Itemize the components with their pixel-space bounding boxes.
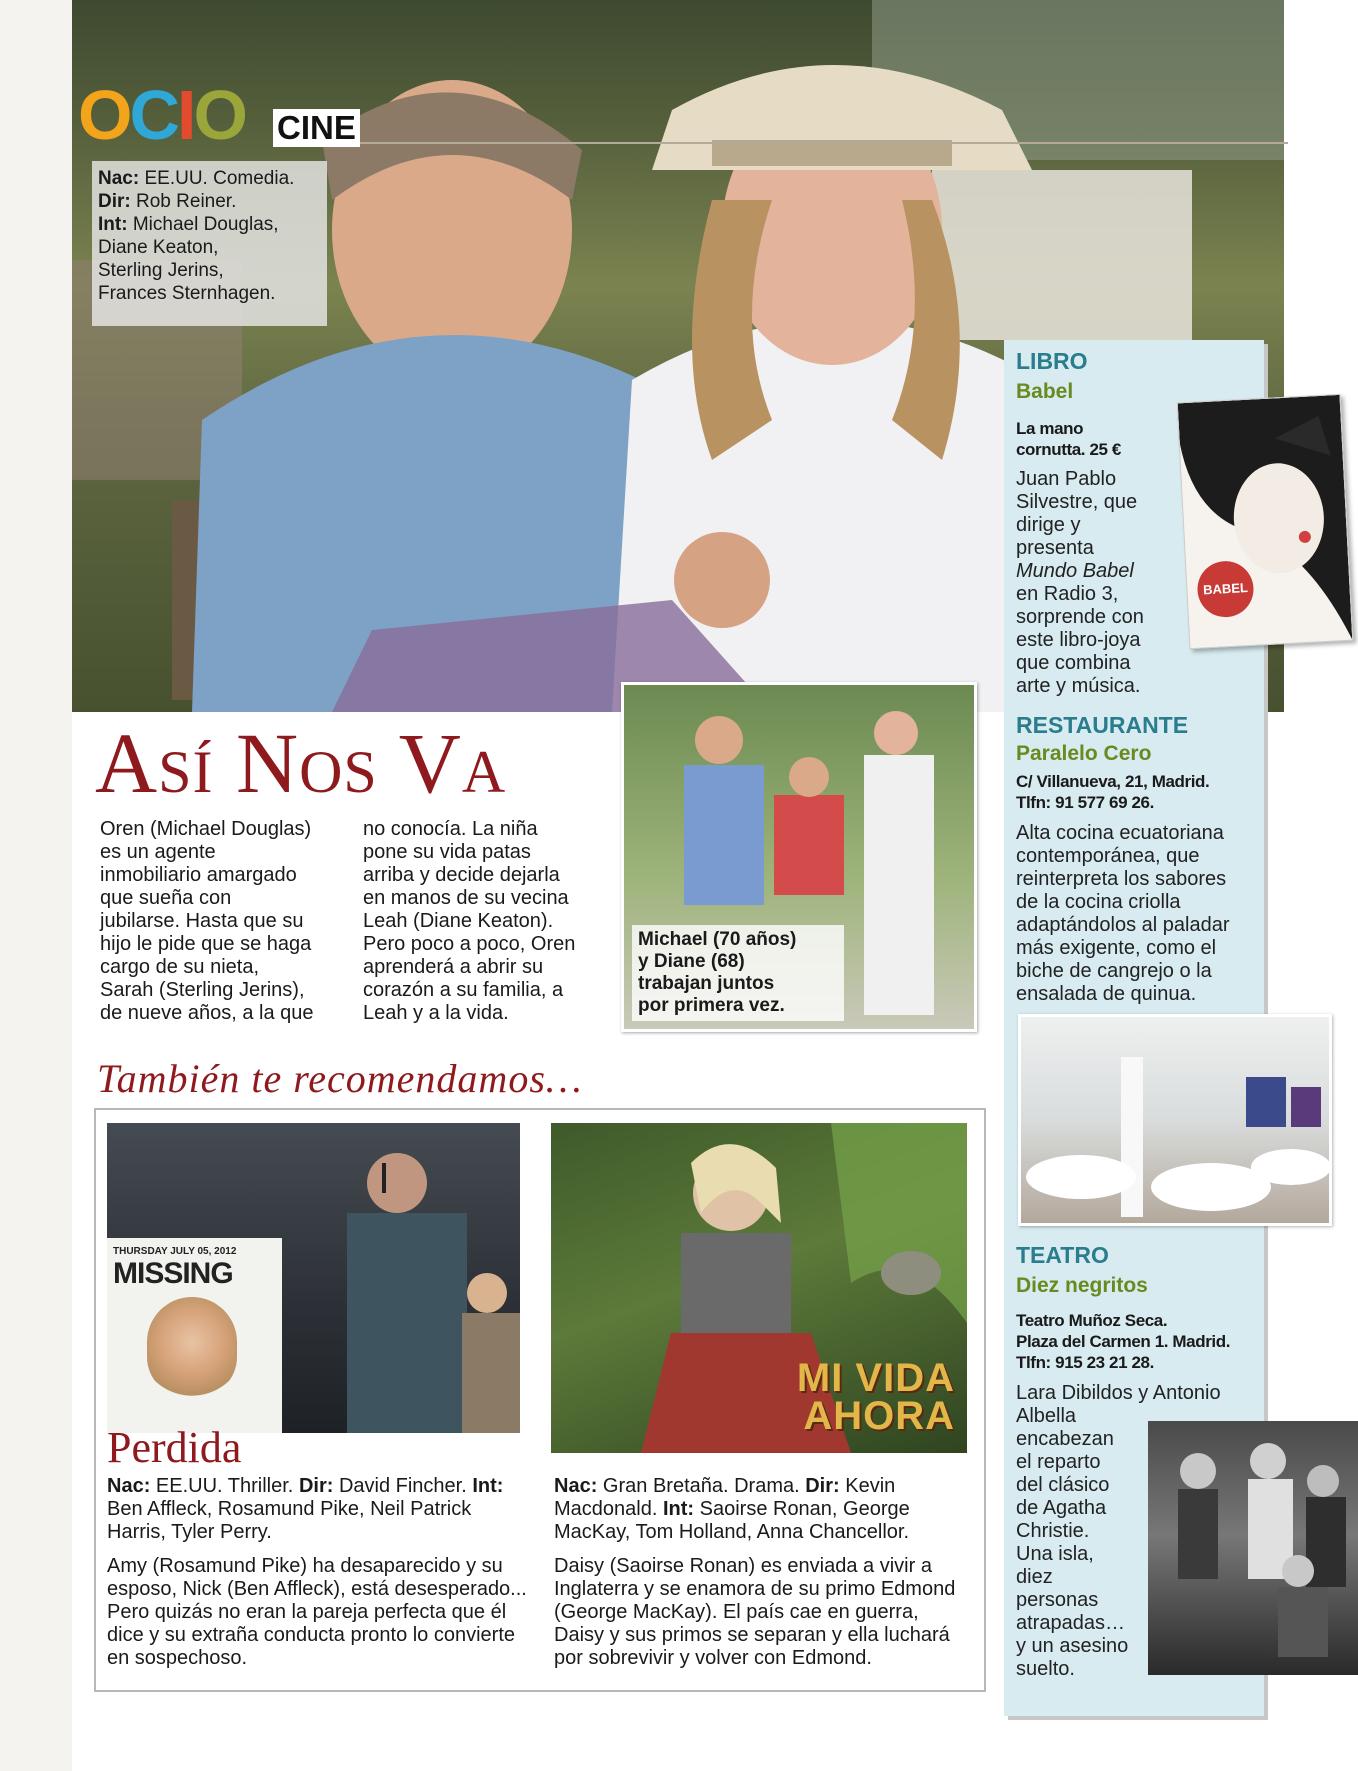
- text-line: presenta: [1016, 537, 1094, 559]
- poster-word: MISSING: [113, 1257, 233, 1290]
- ocio-letter-o: O: [78, 76, 130, 154]
- text-line: de nueve años, a la que: [100, 1002, 314, 1024]
- text-line: Lara Dibildos y Antonio: [1016, 1382, 1221, 1404]
- text-line: Alta cocina ecuatoriana: [1016, 822, 1224, 844]
- perdida-title: Perdida: [107, 1423, 242, 1472]
- text-line: jubilarse. Hasta que su: [100, 910, 304, 932]
- text-line: Leah (Diane Keaton).: [363, 910, 554, 932]
- text-line: Oren (Michael Douglas): [100, 818, 312, 840]
- cover-illustration: [1178, 395, 1353, 648]
- caption-line: por primera vez.: [638, 995, 785, 1016]
- teatro-name: Diez negritos: [1016, 1274, 1148, 1297]
- still-caption: [632, 925, 844, 1021]
- text-line: Sarah (Sterling Jerins),: [100, 979, 305, 1001]
- text-line: hijo le pide que se haga: [100, 933, 312, 955]
- babel-book-cover: [1177, 394, 1354, 649]
- text-line: no conocía. La niña: [363, 818, 538, 840]
- caption-line: trabajan juntos: [638, 973, 775, 994]
- text-line: pone su vida patas: [363, 841, 531, 863]
- missing-poster: [107, 1238, 282, 1433]
- ocio-logo: [78, 76, 245, 154]
- dir-label: Dir:: [298, 1475, 334, 1497]
- int-value-1: Michael Douglas,: [132, 214, 279, 235]
- restaurante-info: [1016, 771, 1209, 813]
- libro-name: Babel: [1016, 380, 1074, 403]
- nac-value: EE.UU. Comedia.: [144, 168, 295, 189]
- text-line: arriba y decide dejarla: [363, 864, 560, 886]
- nac-label: Nac:: [98, 168, 140, 189]
- info-line: C/ Villanueva, 21, Madrid.: [1016, 772, 1210, 791]
- text-line: arte y música.: [1016, 675, 1141, 697]
- info-line: La mano: [1016, 419, 1084, 438]
- mivida-credits: [554, 1475, 974, 1544]
- main-text-col2: [363, 818, 613, 1025]
- int-label: Int:: [98, 214, 128, 235]
- text-line: que combina: [1016, 652, 1131, 674]
- dir-value: Rob Reiner.: [136, 191, 237, 212]
- text-line: adaptándolos al paladar: [1016, 914, 1230, 936]
- int-value-3: Sterling Jerins,: [98, 260, 224, 281]
- info-line: cornutta. 25 €: [1016, 440, 1121, 459]
- text-line: este libro-joya: [1016, 629, 1141, 651]
- restaurante-text: [1016, 822, 1256, 1006]
- poster-title-line-2: AHORA: [803, 1394, 955, 1438]
- perdida-photo: [107, 1123, 520, 1433]
- section-label: CINE: [273, 109, 360, 147]
- text-line: de la cocina criolla: [1016, 891, 1181, 913]
- text-line: más exigente, como el: [1016, 937, 1217, 959]
- text-line: ensalada de quinua.: [1016, 983, 1197, 1005]
- text-line: sorprende con: [1016, 606, 1144, 628]
- text-line: reinterpreta los sabores: [1016, 868, 1227, 890]
- nac-label: Nac:: [554, 1475, 598, 1497]
- page-left-strip: [0, 0, 72, 1771]
- text-line: cargo de su nieta,: [100, 956, 259, 978]
- text-line: Albella: [1016, 1405, 1077, 1427]
- text-line: en Radio 3,: [1016, 583, 1119, 605]
- text-line: dirige y: [1016, 514, 1081, 536]
- header-rule: [358, 142, 1288, 144]
- restaurant-photo: [1018, 1014, 1332, 1226]
- teatro-info: [1016, 1310, 1230, 1373]
- text-line: suelto.: [1016, 1658, 1075, 1680]
- section-header: [78, 76, 1288, 154]
- text-line: atrapadas…: [1016, 1612, 1125, 1634]
- libro-info: [1016, 418, 1121, 460]
- nac-value: Gran Bretaña. Drama.: [602, 1475, 800, 1497]
- main-credits-box: [92, 161, 327, 326]
- ocio-letter-c: C: [129, 76, 178, 154]
- info-line: Tlfn: 91 577 69 26.: [1016, 793, 1154, 812]
- caption-line: Michael (70 años): [638, 929, 797, 950]
- text-line: Una isla,: [1016, 1543, 1094, 1565]
- dir-value: Kevin Macdonald.: [554, 1475, 896, 1520]
- int-value: Saoirse Ronan, George MacKay, Tom Holland, Anna Chancellor.: [554, 1498, 910, 1543]
- text-line: y un asesino: [1016, 1635, 1129, 1657]
- restaurante-head: RESTAURANTE: [1016, 712, 1189, 738]
- cover-badge: BABEL: [1196, 560, 1255, 619]
- int-label: Int:: [662, 1498, 695, 1520]
- dir-value: David Fincher.: [338, 1475, 467, 1497]
- poster-face: [147, 1297, 237, 1397]
- int-value: Ben Affleck, Rosamund Pike, Neil Patrick Harris, Tyler Perry.: [107, 1498, 472, 1543]
- nac-value: EE.UU. Thriller.: [155, 1475, 294, 1497]
- text-line: Pero poco a poco, Oren: [363, 933, 576, 955]
- restaurant-illustration: [1021, 1017, 1329, 1223]
- text-line: encabezan: [1016, 1428, 1114, 1450]
- main-text-col1: [100, 818, 350, 1025]
- dir-label: Dir:: [805, 1475, 840, 1497]
- int-value-2: Diane Keaton,: [98, 237, 219, 258]
- main-title: Así Nos Va: [95, 715, 507, 811]
- text-line: inmobiliario amargado: [100, 864, 297, 886]
- ocio-letter-o2: O: [193, 76, 245, 154]
- info-line: Teatro Muñoz Seca.: [1016, 1311, 1168, 1330]
- text-line: personas: [1016, 1589, 1099, 1611]
- theatre-illustration: [1148, 1421, 1358, 1675]
- text-line: Silvestre, que: [1016, 491, 1138, 513]
- text-line: Christie.: [1016, 1520, 1090, 1542]
- nac-label: Nac:: [107, 1475, 151, 1497]
- recommend-heading: También te recomendamos…: [97, 1056, 583, 1101]
- poster-title-line-1: MI VIDA: [796, 1356, 955, 1400]
- poster-date: THURSDAY JULY 05, 2012: [113, 1246, 237, 1257]
- text-line: biche de cangrejo o la: [1016, 960, 1212, 982]
- mivida-synopsis: Daisy (Saoirse Ronan) es enviada a vivir a Inglaterra y se enamora de su primo Edmond (George MacKay). El país cae en guerra, Daisy y sus primos se separan y ella luchará por sobrevivir y volver con Edmond.: [554, 1555, 956, 1669]
- libro-text: [1016, 468, 1186, 698]
- text-line: el reparto: [1016, 1451, 1101, 1473]
- info-line: Tlfn: 915 23 21 28.: [1016, 1353, 1154, 1372]
- text-line: aprenderá a abrir su: [363, 956, 544, 978]
- text-line-italic: Mundo Babel: [1016, 560, 1134, 582]
- text-line: corazón a su familia, a: [363, 979, 564, 1001]
- int-label: Int:: [472, 1475, 504, 1497]
- dir-label: Dir:: [98, 191, 131, 212]
- text-line: diez: [1016, 1566, 1053, 1588]
- film-still-photo: [621, 682, 977, 1032]
- text-line: Leah y a la vida.: [363, 1002, 509, 1024]
- int-value-4: Frances Sternhagen.: [98, 283, 276, 304]
- text-line: es un agente: [100, 841, 216, 863]
- caption-line: y Diane (68): [638, 951, 745, 972]
- mivida-poster-title: [796, 1356, 955, 1438]
- libro-head: LIBRO: [1016, 348, 1088, 374]
- perdida-credits: [107, 1475, 527, 1544]
- text-line: del clásico: [1016, 1474, 1110, 1496]
- info-line: Plaza del Carmen 1. Madrid.: [1016, 1332, 1231, 1351]
- ocio-letter-i: I: [177, 76, 194, 154]
- text-line: contemporánea, que: [1016, 845, 1200, 867]
- perdida-synopsis: Amy (Rosamund Pike) ha desaparecido y su esposo, Nick (Ben Affleck), está desesperado... Pero quizás no eran la pareja perfecta que él dice y su extraña conducta pronto lo convierte en sospechoso.: [107, 1555, 527, 1669]
- restaurante-name: Paralelo Cero: [1016, 742, 1152, 765]
- text-line: en manos de su vecina: [363, 887, 569, 909]
- text-line: de Agatha: [1016, 1497, 1107, 1519]
- teatro-head: TEATRO: [1016, 1242, 1109, 1268]
- theatre-photo: [1148, 1421, 1358, 1675]
- text-line: Juan Pablo: [1016, 468, 1117, 490]
- mivida-photo: [551, 1123, 967, 1453]
- text-line: que sueña con: [100, 887, 232, 909]
